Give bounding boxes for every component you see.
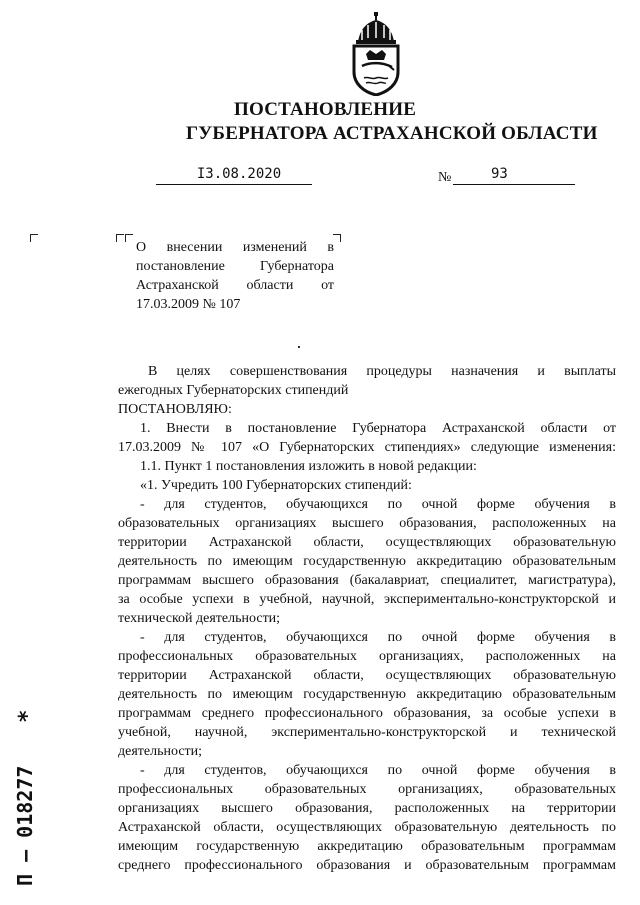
body-line: среднего профессионального образования и образовательным программам (118, 858, 616, 873)
body-line: за особые успехи в учебной, научной, экспериментально-конструкторской и (118, 592, 616, 607)
document-date: I3.08.2020 (156, 166, 312, 185)
corner-mark-subject-left-inner (125, 234, 133, 242)
subject-line: постановление Губернатора (136, 259, 334, 274)
body-line: - для студентов, обучающихся по очной форме обучения в (140, 630, 616, 645)
subject-line: О внесении изменений в (136, 240, 334, 255)
corner-mark-subject-left (116, 234, 124, 242)
body-line: ПОСТАНОВЛЯЮ: (118, 402, 232, 417)
body-line: имеющим государственную аккредитацию образовательным программам (118, 839, 616, 854)
body-line: деятельность по имеющим государственную аккредитацию образовательным (118, 687, 616, 702)
body-line: - для студентов, обучающихся по очной форме обучения в (140, 497, 616, 512)
body-line: технической деятельности; (118, 611, 281, 626)
serial-number-stamp (4, 698, 46, 888)
body-line: организациях высшего образования, расположенных на территории (118, 801, 616, 816)
body-line: образовательных организациях высшего образования, расположенных на (118, 516, 616, 531)
body-line: территории Астраханской области, осуществляющих образовательную (118, 535, 616, 550)
body-line: В целях совершенствования процедуры назначения и выплаты (148, 364, 616, 379)
document-subject (136, 238, 334, 314)
corner-mark-left (30, 234, 38, 242)
subject-line: 17.03.2009 № 107 (136, 297, 241, 312)
serial-number-text: П – 018277 (13, 765, 37, 886)
body-line: - для студентов, обучающихся по очной форме обучения в (140, 763, 616, 778)
body-line: программам среднего профессионального образования, за особые успехи в (118, 706, 616, 721)
scan-speck (298, 346, 300, 348)
coat-of-arms-icon (344, 10, 408, 96)
body-line: 1.1. Пункт 1 постановления изложить в новой редакции: (140, 459, 477, 474)
body-line: профессиональных образовательных организациях, расположенных на (118, 649, 616, 664)
body-line: ежегодных Губернаторских стипендий (118, 383, 349, 398)
document-type-title: ПОСТАНОВЛЕНИЕ (234, 99, 417, 120)
body-line: профессиональных образовательных организациях, образовательных (118, 782, 616, 797)
issuer-title: ГУБЕРНАТОРА АСТРАХАНСКОЙ ОБЛАСТИ (186, 123, 598, 144)
body-line: 17.03.2009 № 107 «О Губернаторских стипендиях» следующие изменения: (118, 440, 616, 455)
subject-line: Астраханской области от (136, 278, 334, 293)
body-line: программам высшего образования (бакалавриат, специалитет, магистратура), (118, 573, 616, 588)
body-line: территории Астраханской области, осуществляющих образовательную (118, 668, 616, 683)
body-line: учебной, научной, экспериментально-конструкторской и технической (118, 725, 616, 740)
document-body (118, 362, 616, 875)
body-line: деятельности; (118, 744, 203, 759)
body-line: «1. Учредить 100 Губернаторских стипендий: (140, 478, 412, 493)
body-line: Астраханской области, осуществляющих образовательную деятельность по (118, 820, 616, 835)
corner-mark-subject-right (333, 234, 341, 242)
number-label: № (438, 170, 452, 185)
body-line: 1. Внести в постановление Губернатора Астраханской области от (140, 421, 616, 436)
body-line: деятельность по имеющим государственную аккредитацию образовательным (118, 554, 616, 569)
serial-asterisk: * (15, 710, 40, 722)
document-number: 93 (453, 166, 575, 185)
